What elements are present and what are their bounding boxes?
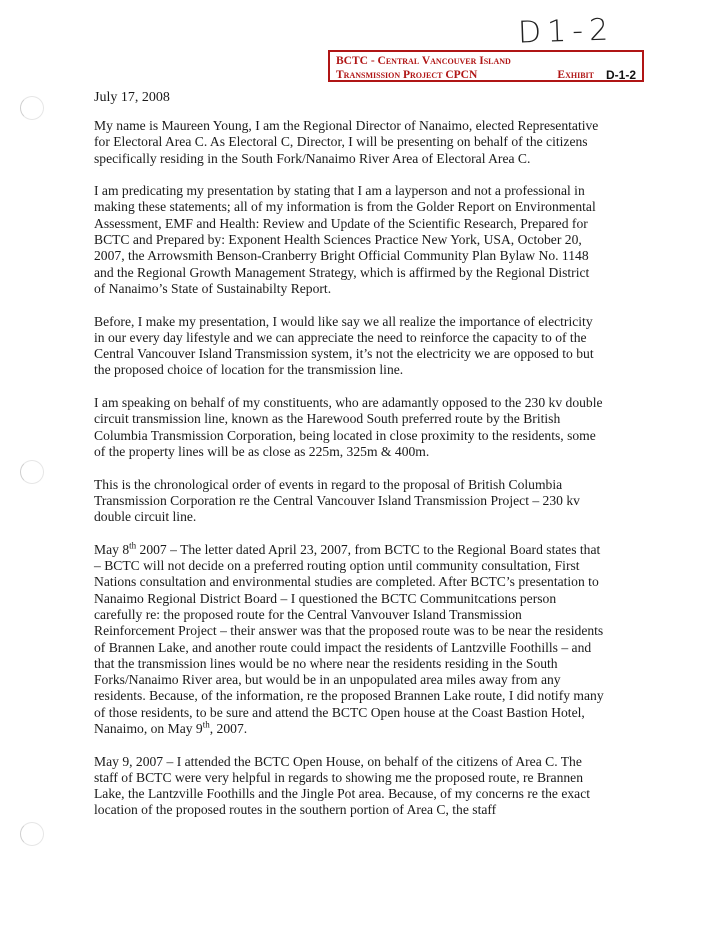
exhibit-stamp bbox=[328, 50, 644, 82]
punch-hole-middle bbox=[20, 460, 44, 484]
exhibit-title-line2: Transmission Project CPCN bbox=[336, 69, 478, 81]
punch-hole-bottom bbox=[20, 822, 44, 846]
paragraph-sources: I am predicating my presentation by stating that I am a layperson and not a professional in making these statements; all of my information is from the Golder Report on Environmental Assessment, EMF and Health: Review and Update of the Scientific Research, Prepared for BCTC and Prepared by: Exponent Health Sciences Practice New York, USA, October 20, 2007, the Arrowsmith Benson-Cranberry Bright Official Community Plan Bylaw No. 1148 and the Regional Growth Management Strategy, which is affirmed by the Regional District of Nanaimo’s State of Sustainabilty Report. bbox=[94, 183, 596, 296]
letter-body bbox=[94, 118, 604, 835]
exhibit-id: D-1-2 bbox=[605, 68, 636, 82]
paragraph-introduction: My name is Maureen Young, I am the Regional Director of Nanaimo, elected Representative for Electoral Area C. As Electoral C, Director, I will be presenting on behalf of the citizens specifically residing in the South Fork/Nanaimo River Area of Electoral Area C. bbox=[94, 118, 599, 166]
exhibit-label: Exhibit bbox=[557, 69, 594, 81]
handwritten-exhibit-mark: D1-2 bbox=[517, 12, 615, 51]
paragraph-may-8: May 8th 2007 – The letter dated April 23, 2007, from BCTC to the Regional Board states that – BCTC will not decide on a preferred routing option until community consultation, First Nations consultation and environmental studies are completed. After BCTC’s presentation to Nanaimo Regional District Board – I questioned the BCTC Communitcations person carefully re: the proposed route for the Central Vanvouver Island Transmission Reinforcement Project – their answer was that the proposed route was to be near the residents of Brannen Lake, and another route could impact the residents of Lantzville Foothills – and that the transmission lines would be no where near the residents residing in the South Forks/Nanaimo River area, but would be in an unpopulated area miles away from any residents. Because, of the information, re the proposed Brannen Lake route, I did notify many of those residents, to be sure and attend the BCTC Open house at the Coast Bastion Hotel, Nanaimo, on May 9th, 2007. bbox=[94, 540, 604, 736]
exhibit-title-line1: BCTC - Central Vancouver Island bbox=[336, 55, 511, 67]
letter-date: July 17, 2008 bbox=[94, 90, 170, 105]
exhibit-row2 bbox=[336, 68, 636, 82]
paragraph-chronology-intro: This is the chronological order of events in regard to the proposal of British Columbia Transmission Corporation re the Central Vancouver Island Transmission Project – 230 kv double circuit line. bbox=[94, 476, 580, 525]
punch-hole-top bbox=[20, 96, 44, 120]
paragraph-may-9: May 9, 2007 – I attended the BCTC Open House, on behalf of the citizens of Area C. The staff of BCTC were very helpful in regards to showing me the proposed route, re Brannen Lake, the Lantzville Foothills and the Jingle Pot area. Because, of my concerns re the exact location of the proposed routes in the southern portion of Area C, the staff bbox=[94, 753, 590, 818]
paragraph-opposition: I am speaking on behalf of my constituents, who are adamantly opposed to the 230 kv double circuit transmission line, known as the Harewood South preferred route by the British Columbia Transmission Corporation, being located in close proximity to the residents, some of the property lines will be as close as 225m, 325m & 400m. bbox=[94, 395, 603, 459]
paragraph-context: Before, I make my presentation, I would like say we all realize the importance of electricity in our every day lifestyle and we can appreciate the need to reinforce the capacity to of the Central Vancouver Island Transmission system, it’s not the electricity we are opposed to but the proposed choice of location for the transmission line. bbox=[94, 313, 594, 378]
